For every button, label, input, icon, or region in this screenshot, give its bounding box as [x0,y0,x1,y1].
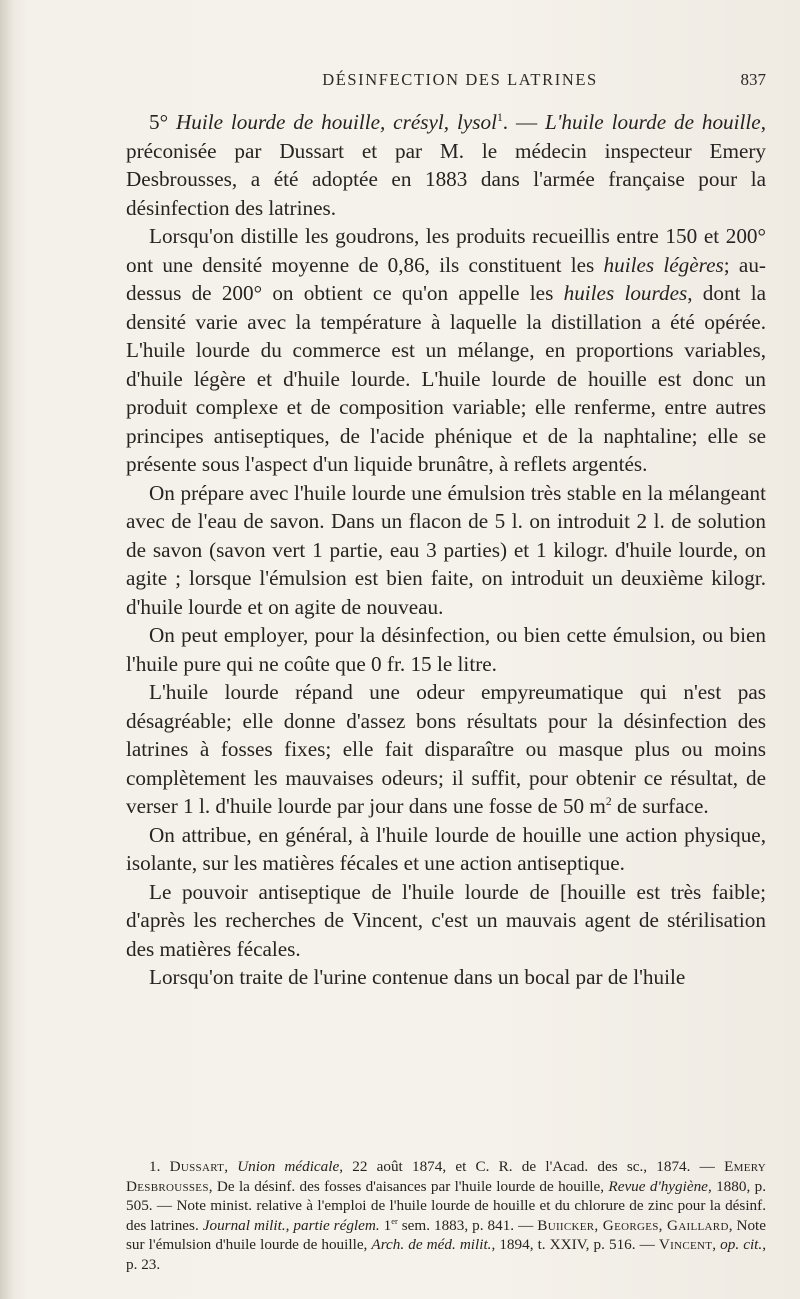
running-title: DÉSINFECTION DES LATRINES [322,70,598,89]
author-name: Dussart [169,1158,225,1175]
footnotes [126,1157,766,1275]
footnote-text: , Note sur l'émulsion d'huile lourde de houille, [126,1216,766,1254]
footnote-text: , p. 23. [126,1236,766,1273]
unit: m [589,794,606,818]
footnote-ref: 1 [496,110,503,124]
author-name: Buiicker, Georges, Gaillard [537,1216,729,1234]
paragraph-6: On attribue, en général, à l'huile lourde de houille une action physique, isolante, sur les matières fécales et une action antiseptique. [126,822,766,875]
paragraph-text: L'huile lourde répand une odeur empyreumatique qui n'est pas désagréable; elle donne d'assez bons résultats pour la désinfection des latrines à fosses fixes; elle fait disparaître ou masque plus ou moins complètement les mauvaises odeurs; il suffit, pour obtenir ce résultat, de verser 1 l. d'huile lourde par jour dans une fosse de 50 [126,680,766,818]
footnote-text: , 1894, t. XXIV, p. 516. — [491,1236,659,1254]
paragraph-text: Lorsqu'on distille les goudrons, les produits recueillis entre 150 et 200° ont une densité moyenne de 0,86, ils constituent les [126,224,766,277]
paragraph-7: Le pouvoir antiseptique de l'huile lourde de [houille est très faible; d'après les recherches de Vincent, c'est un mauvais agent de stérilisation des matières fécales. [126,879,766,961]
footnote-text: , [224,1158,238,1175]
footnote-text: , [712,1236,721,1254]
paragraph-1 [126,108,766,222]
paragraph-text: , dont la densité varie avec la température à laquelle la distillation a été opérée. L'huile lourde du commerce est un mélange, en proportions variables, d'huile légère et d'huile lourde. L'huile lourde de houille est donc un produit complexe et de composition variable; elle renferme, entre autres principes antiseptiques, de l'acide phénique et de la naphtaline; elle se présente sous l'aspect d'un liquide brunâtre, à reflets argentés. [126,281,766,476]
page-header [230,70,766,96]
journal-title: Revue d'hygiène [608,1177,708,1195]
subject-term: L'huile lourde de houille [545,110,761,134]
footnote-text: 1 [379,1216,392,1234]
separator: . — [502,110,546,134]
author-name: Emery Desbrousses [126,1158,767,1195]
footnote-text: , 22 août 1874, et C. R. de l'Acad. des sc., 1874. — [339,1158,725,1175]
journal-title: Arch. de méd. milit. [371,1236,492,1254]
journal-title: Union médicale [237,1158,340,1175]
paragraph-5 [126,678,766,821]
footnote-text: , 1880, p. 505. — Note minist. relative à l'emploi de l'huile lourde de houille et du chlorure de zinc pour la désinf. des latrines. [126,1177,766,1234]
section-title: Huile lourde de houille, crésyl, lysol [175,110,497,134]
binding-shadow [0,0,14,1299]
body-text [126,108,766,992]
paragraph-4: On peut employer, pour la désinfection, ou bien cette émulsion, ou bien l'huile pure qui ne coûte que 0 fr. 15 le litre. [126,623,766,676]
paragraph-text: , préconisée par Dussart et par M. le médecin inspecteur Emery Desbrousses, a été adoptée en 1883 dans l'armée française pour la désinfection des latrines. [126,110,766,220]
page-number: 837 [740,70,766,89]
paragraph-2 [126,222,766,479]
paragraph-8: Lorsqu'on traite de l'urine contenue dans un bocal par de l'huile [149,965,686,989]
term-heavy-oils: huiles lourdes [563,281,688,305]
footnote-text: sem. 1883, p. 841. — [397,1216,538,1234]
footnote-number: 1. [149,1158,161,1175]
paragraph-text: de surface. [611,794,709,818]
paragraph-3: On prépare avec l'huile lourde une émulsion très stable en la mélangeant avec de l'eau de savon. Dans un flacon de 5 l. on introduit 2 l. de solution de savon (savon vert 1 partie, eau 3 parties) et 1 kilogr. d'huile lourde, on agite ; lorsque l'émulsion est bien faite, on introduit un deuxième kilogr. d'huile lourde et on agite de nouveau. [126,480,766,619]
paragraph-text: ; au-dessus de 200° on obtient ce qu'on appelle les [126,252,766,305]
unit-exponent: 2 [605,794,612,808]
author-name: Vincent [658,1236,713,1254]
footnote-text: , De la désinf. des fosses d'aisances par l'huile lourde de houille, [208,1177,609,1195]
ordinal-suffix: er [391,1216,398,1226]
footnote-1 [126,1157,766,1275]
term-light-oils: huiles légères [603,252,724,277]
journal-title: Journal milit., partie réglem. [202,1216,380,1234]
journal-title: op. cit. [720,1236,763,1254]
section-number: 5° [149,110,169,134]
